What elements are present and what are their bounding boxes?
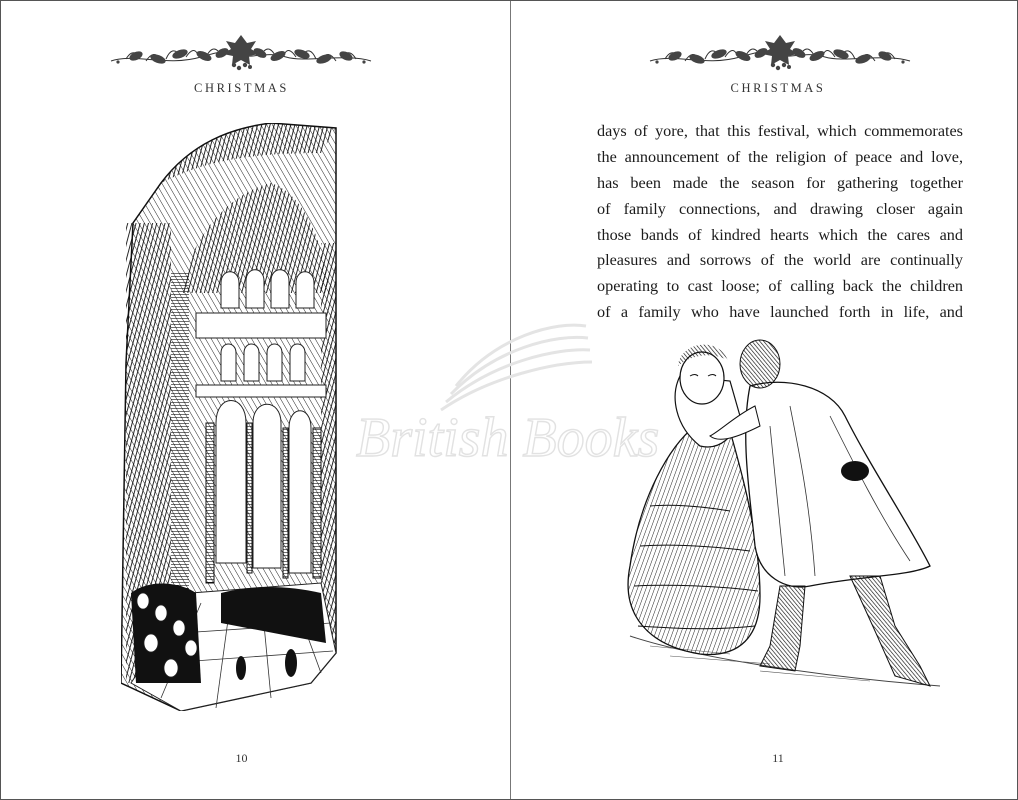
text-line: days of yore, that this festival, which commemorates xyxy=(597,122,963,140)
page-number: 11 xyxy=(772,751,784,765)
page-number: 10 xyxy=(235,751,248,765)
watermark-text: British Books xyxy=(356,407,660,469)
text-line: operating to cast loose; of calling back the children xyxy=(597,277,963,296)
text-line: of family connections, and drawing closer again xyxy=(597,199,963,218)
left-page xyxy=(1,1,510,799)
right-page xyxy=(511,1,1017,799)
embracing-couple-illustration xyxy=(610,336,946,696)
text-line: has been made the season for gathering together xyxy=(597,173,963,192)
text-line: those bands of kindred hearts which the cares and xyxy=(597,225,963,244)
text-line: the announcement of the religion of peace and love, xyxy=(597,147,963,166)
holly-vine-ornament-icon xyxy=(645,29,915,77)
holly-vine-ornament-icon xyxy=(106,29,376,77)
running-head: CHRISTMAS xyxy=(194,81,289,95)
cathedral-interior-illustration xyxy=(121,123,346,711)
running-head: CHRISTMAS xyxy=(730,81,826,95)
text-line: of a family who have launched forth in life, and xyxy=(597,303,963,322)
text-line: pleasures and sorrows of the world are continually xyxy=(597,251,963,270)
body-text xyxy=(597,119,963,326)
